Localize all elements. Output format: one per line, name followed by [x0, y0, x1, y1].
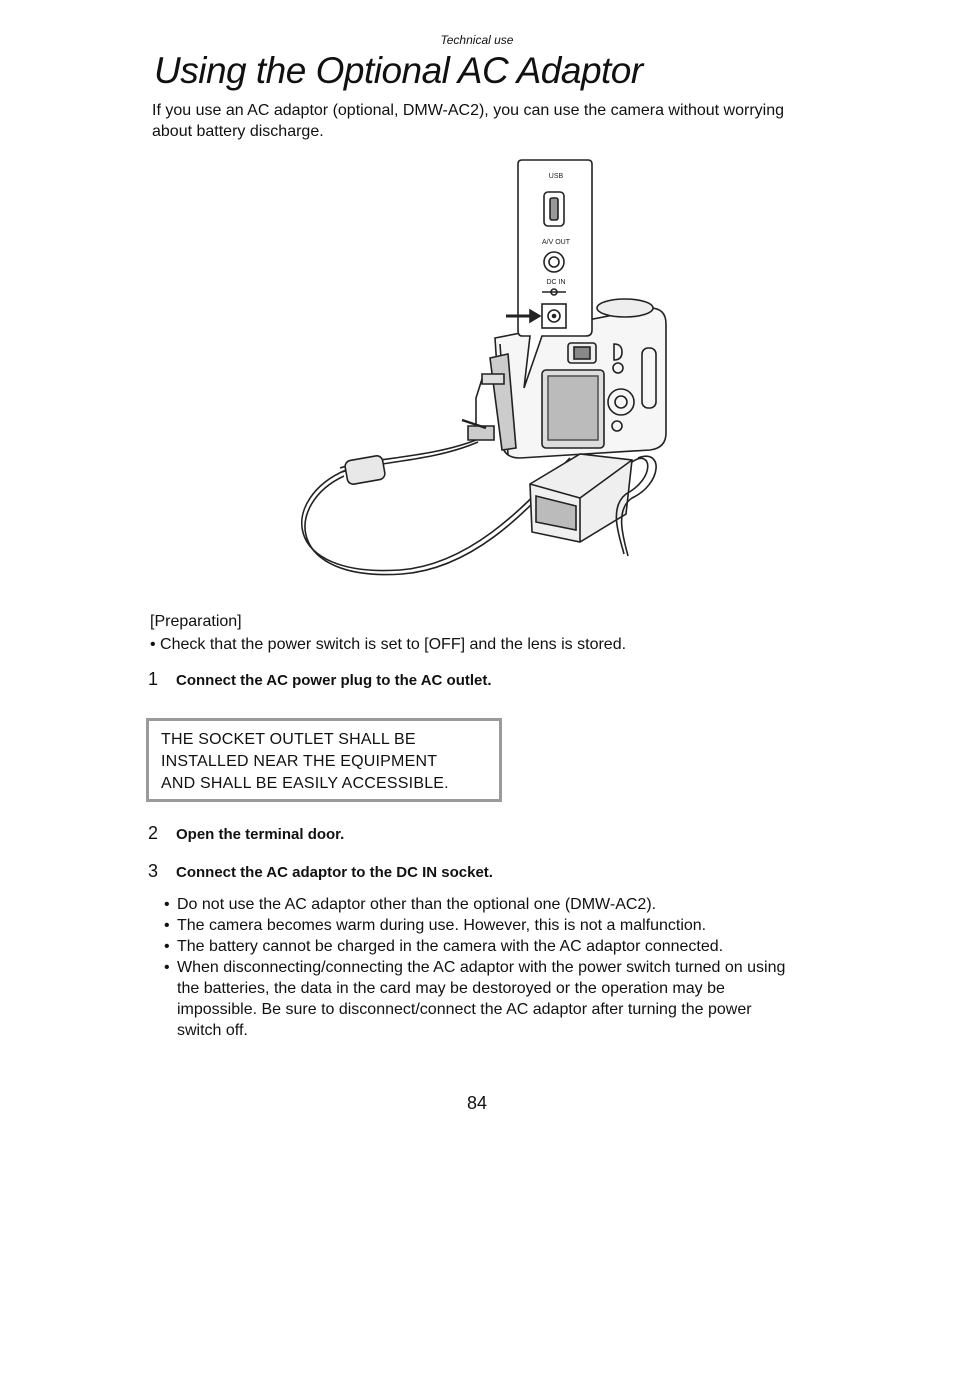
dc-in-label: DC IN: [546, 279, 566, 286]
av-out-label: A/V OUT: [541, 239, 571, 246]
step-1: [148, 669, 492, 690]
step-number: 1: [148, 669, 159, 689]
step-3: [148, 861, 493, 882]
usb-label: USB: [548, 173, 564, 180]
step-number: 2: [148, 823, 159, 843]
page-title: Using the Optional AC Adaptor: [154, 50, 643, 91]
warning-line: INSTALLED NEAR THE EQUIPMENT: [161, 753, 438, 770]
list-item: • When disconnecting/connecting the AC adaptor with the power switch turned on using the batteries, the data in the card may be destoroyed or the operation may be impossible. Be sure to disconnect/connect the AC adaptor after turning the power switch off.: [164, 957, 794, 1041]
warning-line: THE SOCKET OUTLET SHALL BE: [161, 731, 416, 748]
step-2: [148, 823, 344, 844]
list-item: • Do not use the AC adaptor other than the optional one (DMW-AC2).: [164, 894, 794, 915]
step-number: 3: [148, 861, 159, 881]
preparation-bullet: • Check that the power switch is set to [OFF] and the lens is stored.: [150, 636, 627, 653]
list-item: • The battery cannot be charged in the camera with the AC adaptor connected.: [164, 936, 794, 957]
intro-paragraph: If you use an AC adaptor (optional, DMW-AC2), you can use the camera without worrying about battery discharge.: [152, 102, 785, 140]
step-text: Connect the AC power plug to the AC outlet.: [176, 672, 492, 689]
preparation-bullet-text: Check that the power switch is set to [OFF] and the lens is stored.: [160, 636, 627, 653]
list-item: • The camera becomes warm during use. However, this is not a malfunction.: [164, 915, 794, 936]
step-text: Open the terminal door.: [176, 826, 345, 843]
warning-line: AND SHALL BE EASILY ACCESSIBLE.: [161, 775, 449, 792]
step-text: Connect the AC adaptor to the DC IN socket.: [176, 864, 493, 881]
section-tag: Technical use: [440, 33, 514, 47]
page-number: 84: [466, 1093, 488, 1113]
notes-list: [164, 894, 794, 1041]
preparation-label: [Preparation]: [150, 613, 242, 630]
camera-ac-adaptor-illustration: [280, 158, 680, 588]
warning-box: [146, 718, 502, 802]
